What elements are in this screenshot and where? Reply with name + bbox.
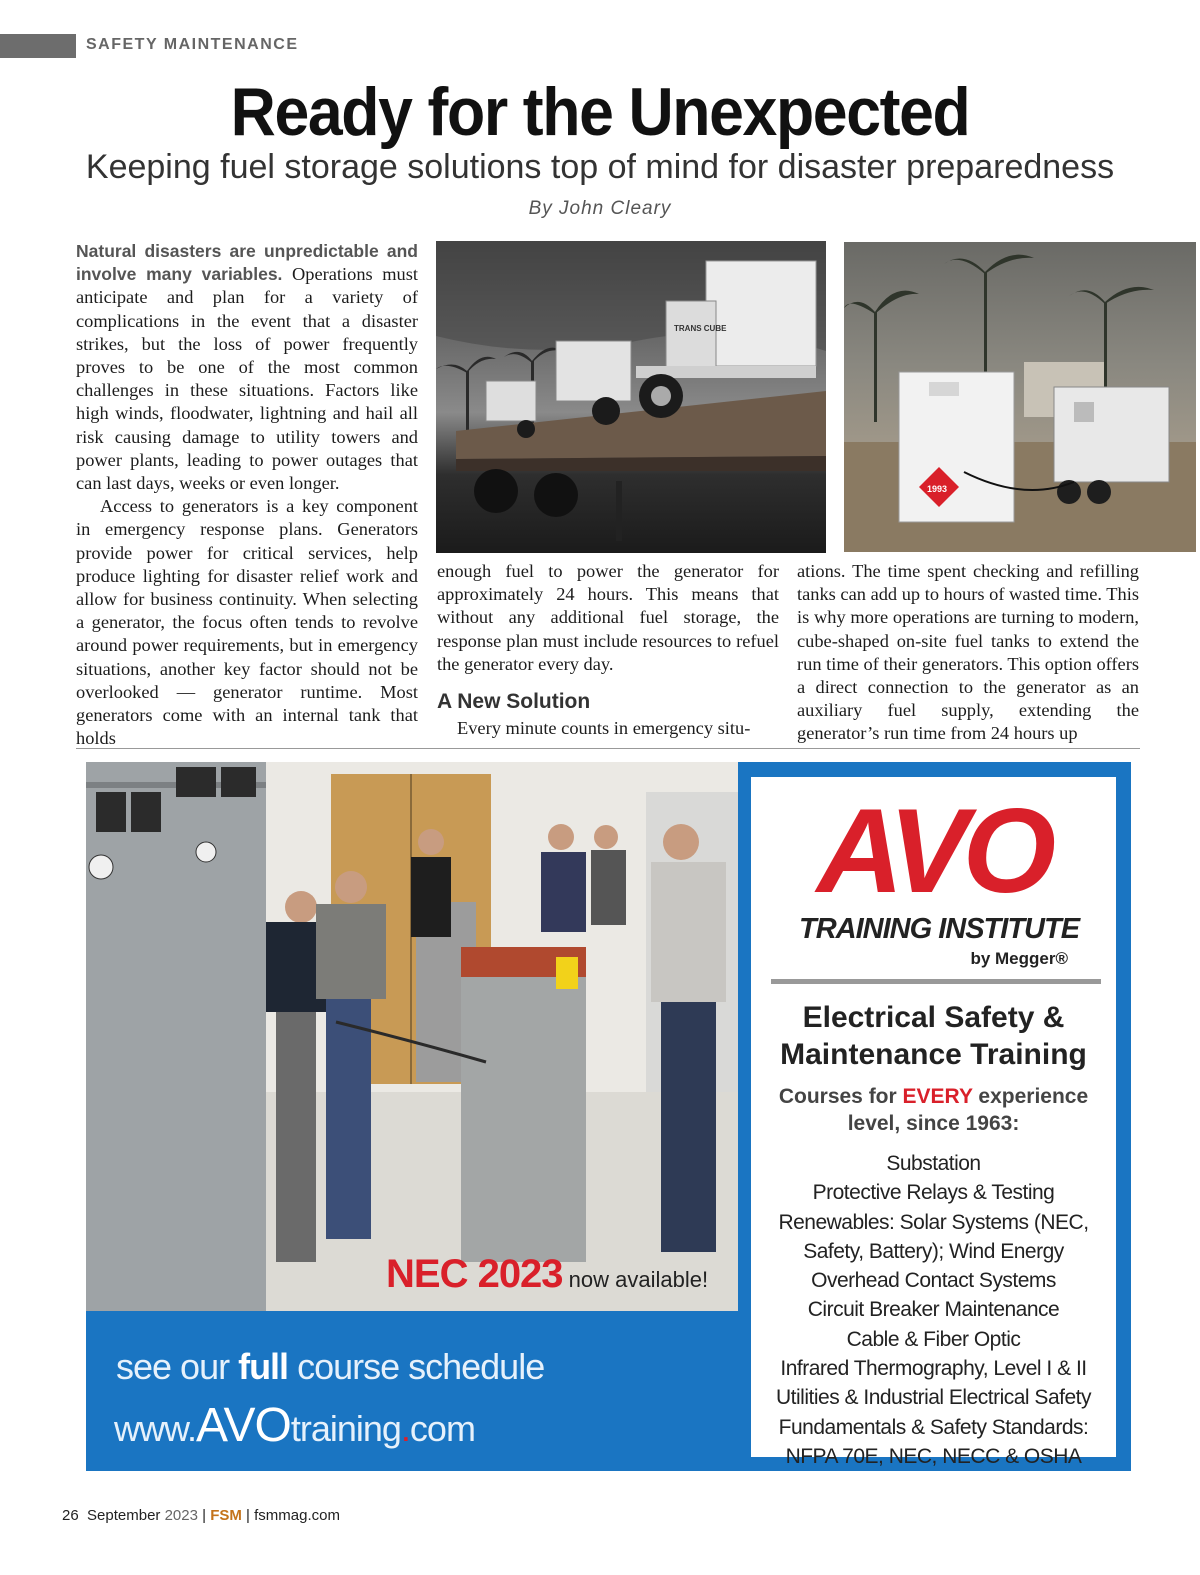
column-2 [437,560,779,740]
avo-logo: AVO [816,784,1051,918]
url-dot: . [400,1408,410,1449]
footer-separator: | [202,1507,207,1524]
course-item: Protective Relays & Testing [812,1181,1055,1205]
ad-headline [751,999,1116,1073]
paragraph-1 [76,240,418,495]
courses-line-2: level, since 1963: [847,1112,1020,1135]
article-title: Ready for the Unexpected [230,74,970,150]
section-label: SAFETY MAINTENANCE [86,36,299,53]
avo-url-link[interactable] [114,1398,475,1453]
hazmat-number: 1993 [927,484,948,494]
nec-2023-promo [386,1252,708,1297]
nec-2023: NEC 2023 [386,1252,563,1296]
course-item: Safety, Battery); Wind Energy [803,1239,1064,1263]
fuel-cubes-trailer-illustration [436,241,826,553]
course-item: Fundamentals & Safety Standards: [778,1415,1089,1439]
url-avo: AVO [196,1399,291,1452]
paragraph-1-text: Operations must anticipate and plan for a variety of complications in the event that a disaster strikes, but the loss of power frequently proves to be one of the most common challenges in these situations. Factors like high winds, floodwater, lightning and hail all risk causing damage to utility towers and power plants, leading to power outages that can last days, weeks or even longer. [76,264,418,494]
course-item: Renewables: Solar Systems (NEC, [778,1210,1089,1234]
paragraph-3-continued: ations. The time spent checking and refilling tanks can add up to hours of wasted time. This is why more operations are turning to modern, cube-shaped on-site fuel tanks to extend the run time of their generators. This option offers a direct connection to the generator as an auxiliary fuel supply, extending the generator’s run time from 24 hours up [797,561,1139,744]
training-institute: TRAINING INSTITUTE [799,913,1080,945]
course-item: Overhead Contact Systems [811,1269,1056,1293]
avo-advertisement[interactable] [86,762,1131,1471]
courses-pre: Courses for [778,1085,903,1108]
course-item: Cable & Fiber Optic [846,1327,1021,1351]
ad-info-panel [751,777,1116,1468]
footer-month: September [87,1507,161,1524]
course-item: Substation [886,1152,981,1175]
photo-fuel-cubes-trailer [436,241,826,553]
ad-headline-line-1: Electrical Safety & [802,1001,1065,1034]
schedule-pre: see our [116,1346,239,1387]
ad-headline-line-2: Maintenance Training [780,1038,1087,1071]
courses-every: EVERY [902,1085,973,1108]
lead-in: Natural disasters are unpredictable and involve many variables. [76,241,418,285]
byline: By John Cleary [528,198,672,219]
url-pre: www. [114,1408,197,1449]
footer-brand: FSM [210,1507,242,1524]
article-subtitle: Keeping fuel storage solutions top of mind for disaster preparedness [85,148,1115,186]
course-schedule-text [116,1346,544,1388]
course-list [751,1149,1116,1471]
schedule-bold: full [238,1346,289,1387]
section-bar [0,34,76,58]
courses-post: experience [972,1085,1089,1108]
course-item: Circuit Breaker Maintenance [807,1298,1060,1322]
now-available: now available! [562,1267,709,1292]
by-megger: by Megger® [970,949,1068,968]
ad-courses-intro [751,1083,1116,1137]
schedule-post: course schedule [288,1346,545,1387]
photo-fuel-cube-generator [844,242,1196,552]
column-1 [76,240,418,750]
url-mid: training [290,1408,401,1449]
footer-site-link[interactable]: fsmmag.com [254,1507,340,1524]
course-item: Infrared Thermography, Level I & II [780,1357,1087,1381]
page-footer [62,1507,340,1524]
paragraph-2: Access to generators is a key component in emergency response plans. Generators provide power for critical services, help produce lighting for disaster relief work and allow for business continuity. When selecting a generator, the focus often tends to revolve around power requirements, but in emergency situations, another key factor should not be overlooked — generator runtime. Most generators come with an internal tank that holds [76,496,418,749]
url-end: com [409,1408,475,1449]
subhead-new-solution: A New Solution [437,690,591,714]
page-number: 26 [62,1507,79,1524]
course-item: Utilities & Industrial Electrical Safety [776,1386,1091,1410]
fuel-cube-generator-illustration [844,242,1196,552]
footer-year: 2023 [164,1507,198,1524]
ad-divider [771,979,1101,984]
course-item: NFPA 70E, NEC, NECC & OSHA [785,1444,1082,1468]
tank-label: TRANS CUBE [674,324,727,333]
divider [76,748,1140,749]
column-3 [797,560,1139,746]
training-lab-illustration [86,762,738,1311]
paragraph-2-continued: enough fuel to power the generator for approximately 24 hours. This means that without any additional fuel storage, the response plan must include resources to refuel the generator every day. [437,561,779,674]
ad-photo-training-lab [86,762,738,1311]
footer-separator: | [246,1507,250,1524]
paragraph-3: Every minute counts in emergency situ- [457,718,751,739]
